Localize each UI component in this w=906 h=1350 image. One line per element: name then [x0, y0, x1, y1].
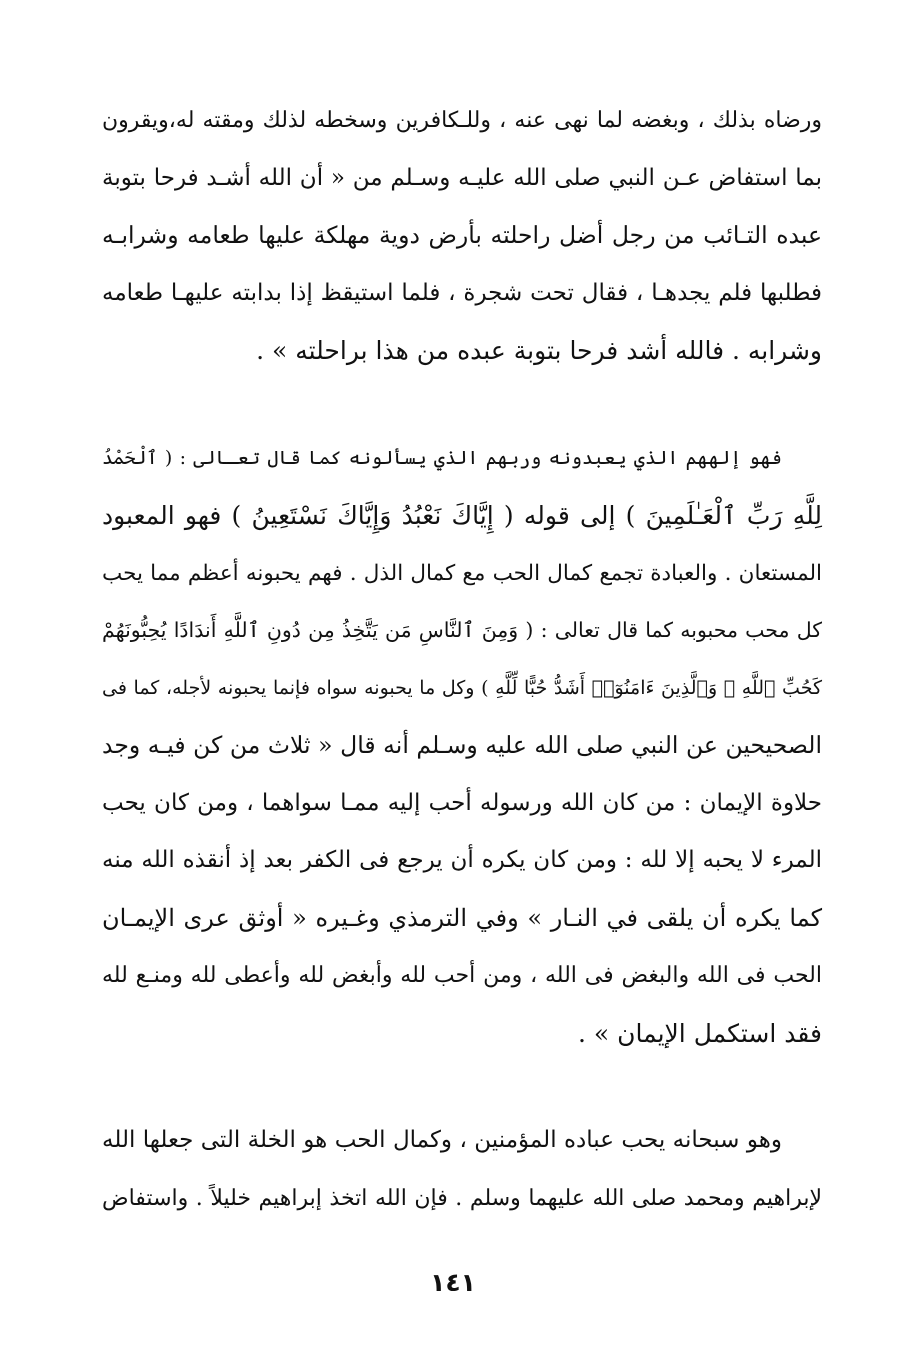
text-line: وهو سبحانه يحب عباده المؤمنين ، وكمال الحب هو الخلة التى جعلها الله [102, 1127, 782, 1153]
text-line: لِلَّهِ رَبِّ ٱلْعَـٰلَمِينَ ) إلى قوله ( إِيَّاكَ نَعْبُدُ وَإِيَّاكَ نَسْتَعِينُ ) فهو المعبود [102, 501, 822, 530]
page-body [102, 92, 822, 1227]
text-line: بما استفاض عـن النبي صلى الله عليـه وسـلم من « أن الله أشـد فرحا بتوبة [102, 164, 822, 191]
page-number: ١٤١ [430, 1268, 476, 1297]
text-line: فقد استكمل الإيمان » . [578, 1018, 822, 1048]
paragraph-1 [102, 92, 822, 380]
text-line: وشرابه . فالله أشد فرحا بتوبة عبده من هذا براحلته » . [256, 336, 822, 365]
text-line: كل محب محبوبه كما قال تعالى : ( وَمِنَ ٱلنَّاسِ مَن يَتَّخِذُ مِن دُونِ ٱللَّهِ أَندَادًا يُحِبُّونَهُمْ [102, 618, 822, 642]
text-line: المرء لا يحبه إلا لله : ومن كان يكره أن يرجع فى الكفر بعد إذ أنقذه الله منه [102, 847, 822, 873]
text-line: الحب فى الله والبغض فى الله ، ومن أحب لله وأبغض لله وأعطى لله ومنـع لله [102, 963, 822, 988]
text-line: لإبراهيم ومحمد صلى الله عليهما وسلم . فإن الله اتخذ إبراهيم خليلاً . واستفاض [102, 1185, 822, 1211]
paragraph-2 [102, 430, 822, 1063]
text-line: الصحيحين عن النبي صلى الله عليه وسـلم أنه قال « ثلاث من كن فيـه وجد [102, 731, 822, 759]
text-line: المستعان . والعبادة تجمع كمال الحب مع كمال الذل . فهم يحبونه أعظم مما يحب [102, 560, 822, 586]
text-line: عبده التـائب من رجل أضل راحلته بأرض دوية مهلكة عليها طعامه وشرابـه [102, 221, 822, 249]
text-line: فهو إلههم الذي يعبدونه وربهم الذي يسألونه كما قال تعـالى : ( ٱلْحَمْدُ [102, 446, 782, 469]
text-line: حلاوة الإيمان : من كان الله ورسوله أحب إليه ممـا سواهما ، ومن كان يحب [102, 789, 822, 816]
paragraph-3 [102, 1112, 822, 1227]
text-line: ورضاه بذلك ، وبغضه لما نهى عنه ، وللـكافرين وسخطه لذلك ومقته له،ويقرون [102, 108, 822, 133]
text-line: فطلبها فلم يجدهـا ، فقال تحت شجرة ، فلما استيقظ إذا بدابته عليهـا طعامه [102, 279, 822, 306]
text-line: كَحُبِّ ٱللَّهِ ۖ وَٱلَّذِينَ ءَامَنُوٓا۟ أَشَدُّ حُبًّا لِّلَّهِ ) وكل ما يحبونه سواه فإنما يحبونه لأجله، كما فى [102, 676, 822, 699]
text-line: كما يكره أن يلقى في النـار » وفي الترمذي وغـيره « أوثق عرى الإيمـان [102, 903, 823, 932]
